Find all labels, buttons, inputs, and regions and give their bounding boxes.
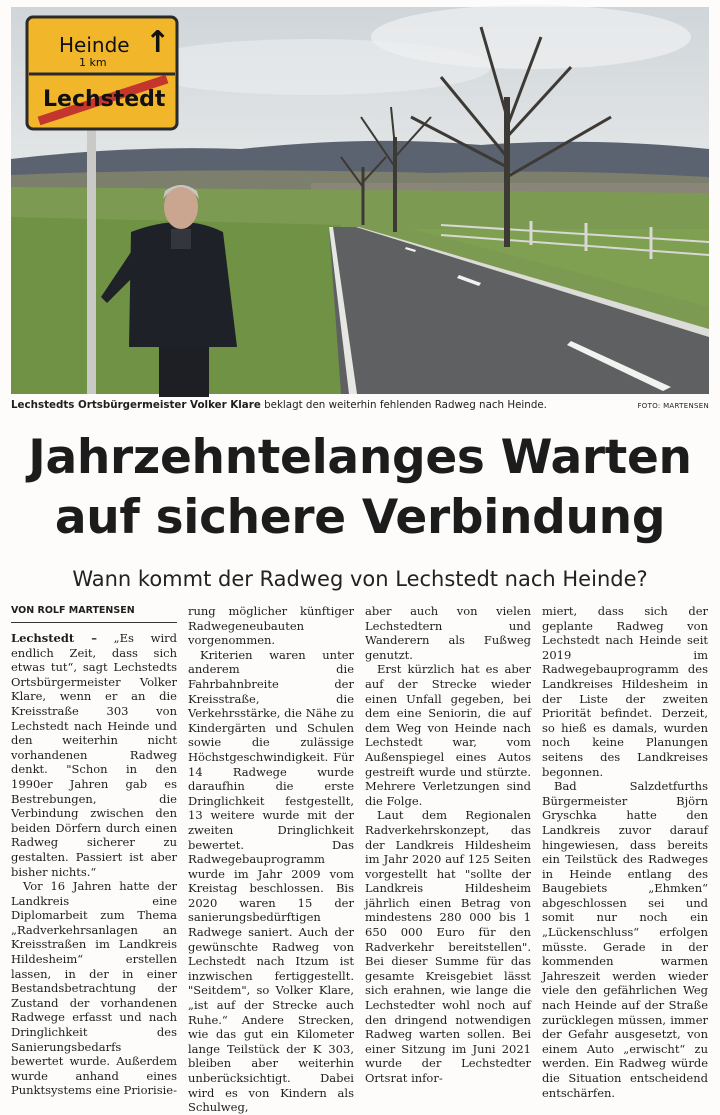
photo-credit: FOTO: MARTENSEN <box>637 402 709 410</box>
photo-caption <box>11 397 709 413</box>
article-column-3 <box>365 604 531 1085</box>
headline-line-2: auf sichere Verbindung <box>54 490 666 545</box>
caption-text: beklagt den weiterhin fehlenden Radweg nach Heinde. <box>260 399 547 411</box>
sign-distance-text: 1 km <box>79 56 107 69</box>
caption-lead: Lechstedts Ortsbürgermeister Volker Klare <box>11 399 261 411</box>
paragraph: miert, dass sich der geplante Radweg von Lechstedt nach Heinde seit 2019 im Radwegebauprogramm des Landkreises Hildesheim in der Liste der zweiten Priorität befindet. Derzeit, so hieß es damals, wurden noch keine Planungen seitens des Landkreises begonnen. <box>542 604 708 779</box>
subheadline: Wann kommt der Radweg von Lechstedt nach Heinde? <box>72 567 648 591</box>
paragraph: Bad Salzdetfurths Bürgermeister Björn Gryschka hatte den Landkreis zuvor darauf hingewiesen, dass bereits ein Teilstück des Radweges in Heinde entlang des Baugebiets „Ehmken“ abgeschlossen sei und somit nur noch ein „Lückenschluss“ erfolgen müsste. Gerade in der kommenden warmen Jahreszeit werden wieder viele den gefährlichen Weg nach Heinde auf der Straße zurücklegen müssen, immer der Gefahr ausgesetzt, von einem Auto „erwischt“ zu werden. Ein Radweg würde die Situation entscheidend entschärfen. <box>542 779 708 1100</box>
paragraph: Kriterien waren unter anderem die Fahrbahnbreite der Kreisstraße, die Verkehrsstärke, die Nähe zu Kindergärten und Schulen sowie die zulässige Höchstgeschwindigkeit. Für 14 Radwege wurde daraufhin die erste Dringlichkeit festgestellt, 13 weitere wurde mit der zweiten Dringlichkeit bewertet. Das Radwegebauprogramm wurde im Jahr 2009 vom Kreistag beschlossen. Bis 2020 waren 15 der sanierungsbedürftigen Radwege saniert. Auch der gewünschte Radweg von Lechstedt nach Itzum ist inzwischen fertiggestellt. "Seitdem", so Volker Klare, „ist auf der Strecke auch Ruhe.“ Andere Strecken, wie das gut ein Kilometer lange Teilstück der K 303, bleiben aber weiterhin unberücksichtigt. Dabei wird es von Kindern als Schulweg, <box>188 647 354 1115</box>
sign-destination-text: Heinde <box>59 33 130 57</box>
paragraph: Laut dem Regionalen Radverkehrskonzept, das der Landkreis Hildesheim im Jahr 2020 auf 125 Seiten vorgestellt hat "sollte der Landkreis Hildesheim jährlich einen Betrag von mindestens 280 000 bis 1 650 000 Euro für den Radverkehr bereitstellen". Bei dieser Summe für das gesamte Kreisgebiet lässt sich erahnen, wie lange die Lechstedter wohl noch auf den dringend notwendigen Radweg warten sollen. Bei einer Sitzung im Juni 2021 wurde der Lechstedter Ortsrat infor- <box>365 808 531 1085</box>
article-photo <box>11 7 709 394</box>
paragraph: rung möglicher künftiger Radwegeneubauten vorgenommen. <box>188 604 354 648</box>
dateline: Lechstedt – <box>11 631 97 645</box>
paragraph: Erst kürzlich hat es aber auf der Strecke wieder einen Unfall gegeben, bei dem eine Seniorin, die auf dem Weg von Heinde nach Lechstedt war, vom Außenspiegel eines Autos gestreift wurde und stürzte. Mehrere Verletzungen sind die Folge. <box>365 662 531 808</box>
landscape-illustration <box>11 7 709 394</box>
paragraph <box>11 631 177 879</box>
paragraph: Vor 16 Jahren hatte der Landkreis eine Diplomarbeit zum Thema „Radverkehrsanlagen an Kreisstraßen im Landkreis Hildesheim“ erstellen lassen, in der in einer Bestandsbetrachtung der Zustand der vorhandenen Radwege erfasst und nach Dringlichkeit des Sanierungsbedarfs bewertet wurde. Außerdem wurde anhand eines Punktsystems eine Priorisie- <box>11 879 177 1098</box>
byline: VON ROLF MARTENSEN <box>11 604 177 623</box>
article-column-1 <box>11 604 177 1098</box>
paragraph: aber auch von vielen Lechstedtern und Wanderern als Fußweg genutzt. <box>365 604 531 662</box>
article-body <box>11 604 709 1115</box>
sign-arrow-icon: ↑ <box>145 25 171 60</box>
sign-town-text: Lechstedt <box>43 87 166 112</box>
article-column-4 <box>542 604 708 1100</box>
headline <box>0 428 720 548</box>
headline-line-1: Jahrzehntelanges Warten <box>28 430 692 485</box>
article-column-2 <box>188 604 354 1115</box>
paragraph-text: „Es wird endlich Zeit, dass sich etwas tut“, sagt Lechstedts Ortsbürgermeister Volker Klare, wenn er an die Kreisstraße 303 von Lechstedt nach Heinde und den weiterhin nicht vorhandenen Radweg denkt. "Schon in den 1990er Jahren gab es Bestrebungen, die Verbindung zwischen den beiden Dörfern durch einen Radweg sicherer zu gestalten. Passiert ist aber bisher nichts.“ <box>11 631 177 879</box>
